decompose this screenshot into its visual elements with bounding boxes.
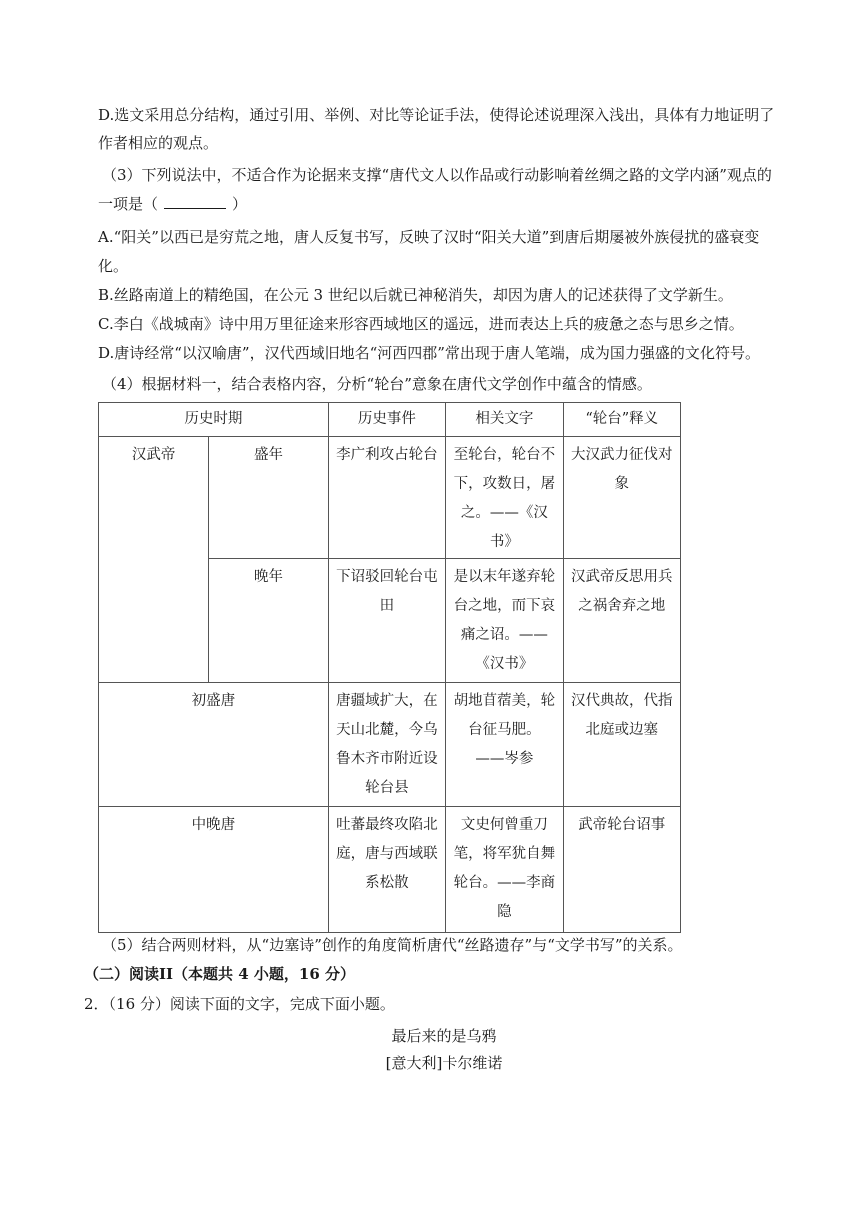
question-3-prefix: 一项是（ bbox=[98, 195, 159, 213]
story-title: 最后来的是乌鸦 bbox=[391, 1027, 497, 1045]
sub-period: 盛年 bbox=[209, 437, 328, 559]
text-cell: 至轮台，轮台不 下，攻数日，屠 之。——《汉 书》 bbox=[446, 437, 563, 559]
question-2: 2．（16 分）阅读下面的文字，完成下面小题。 bbox=[84, 995, 395, 1013]
history-table bbox=[98, 402, 681, 933]
option-d: D.唐诗经常“以汉喻唐”，汉代西域旧地名“河西四郡”常出现于唐人笔端，成为国力强盛的文化符号。 bbox=[98, 344, 760, 362]
question-5: （5）结合两则材料，从“边塞诗”创作的角度简析唐代“丝路遗存”与“文学书写”的关系。 bbox=[102, 936, 683, 954]
text-cell: 是以末年遂弃轮 台之地，而下哀 痛之诏。—— 《汉书》 bbox=[446, 559, 563, 683]
text-cell: 胡地苜蓿美，轮 台征马肥。 ——岑参 bbox=[446, 683, 563, 807]
text-cell: 文史何曾重刀 笔，将军犹自舞 轮台。——李商 隐 bbox=[446, 807, 563, 933]
table-row bbox=[99, 437, 681, 559]
option-c: C.李白《战城南》诗中用万里征途来形容西域地区的遥远，进而表达上兵的疲惫之态与思乡之情。 bbox=[98, 315, 744, 333]
question-3-suffix: ） bbox=[232, 195, 248, 213]
meaning-cell: 汉代典故，代指 北庭或边塞 bbox=[563, 683, 680, 807]
section-heading: （二）阅读II（本题共 4 小题，16 分） bbox=[84, 965, 356, 983]
header-period: 历史时期 bbox=[99, 403, 329, 437]
option-b: B.丝路南道上的精绝国，在公元 3 世纪以后就已神秘消失，却因为唐人的记述获得了文学新生。 bbox=[98, 286, 733, 304]
table-header-row bbox=[99, 403, 681, 437]
option-d-line2: 作者相应的观点。 bbox=[98, 134, 219, 152]
period-han-wudi: 汉武帝 bbox=[99, 437, 209, 683]
question-3-line2 bbox=[98, 193, 247, 215]
question-4: （4）根据材料一，结合表格内容，分析“轮台”意象在唐代文学创作中蕴含的情感。 bbox=[102, 375, 652, 393]
option-a-line2: 化。 bbox=[98, 257, 129, 275]
table-row bbox=[99, 683, 681, 807]
event-cell: 下诏驳回轮台屯 田 bbox=[328, 559, 445, 683]
option-a-line1: A.“阳关”以西已是穷荒之地，唐人反复书写，反映了汉时“阳关大道”到唐后期屡被外族侵扰的盛衰变 bbox=[98, 228, 760, 246]
meaning-cell: 大汉武力征伐对 象 bbox=[563, 437, 680, 559]
header-meaning: “轮台”释义 bbox=[563, 403, 680, 437]
header-text: 相关文字 bbox=[446, 403, 563, 437]
header-event: 历史事件 bbox=[328, 403, 445, 437]
period-cell: 中晚唐 bbox=[99, 807, 329, 933]
answer-blank[interactable] bbox=[164, 194, 226, 209]
meaning-cell: 汉武帝反思用兵 之祸舍弃之地 bbox=[563, 559, 680, 683]
event-cell: 唐疆域扩大，在 天山北麓，今乌 鲁木齐市附近设 轮台县 bbox=[328, 683, 445, 807]
sub-period: 晚年 bbox=[209, 559, 328, 683]
event-cell: 吐蕃最终攻陷北 庭，唐与西域联 系松散 bbox=[328, 807, 445, 933]
period-cell: 初盛唐 bbox=[99, 683, 329, 807]
event-cell: 李广利攻占轮台 bbox=[328, 437, 445, 559]
question-3-line1: （3）下列说法中，不适合作为论据来支撑“唐代文人以作品或行动影响着丝绸之路的文学内涵”观点的 bbox=[102, 166, 772, 184]
table-row bbox=[99, 807, 681, 933]
story-author: [意大利]卡尔维诺 bbox=[385, 1054, 503, 1072]
option-d-line1: D.选文采用总分结构，通过引用、举例、对比等论证手法，使得论述说理深入浅出，具体有力地证明了 bbox=[98, 106, 775, 124]
meaning-cell: 武帝轮台诏事 bbox=[563, 807, 680, 933]
